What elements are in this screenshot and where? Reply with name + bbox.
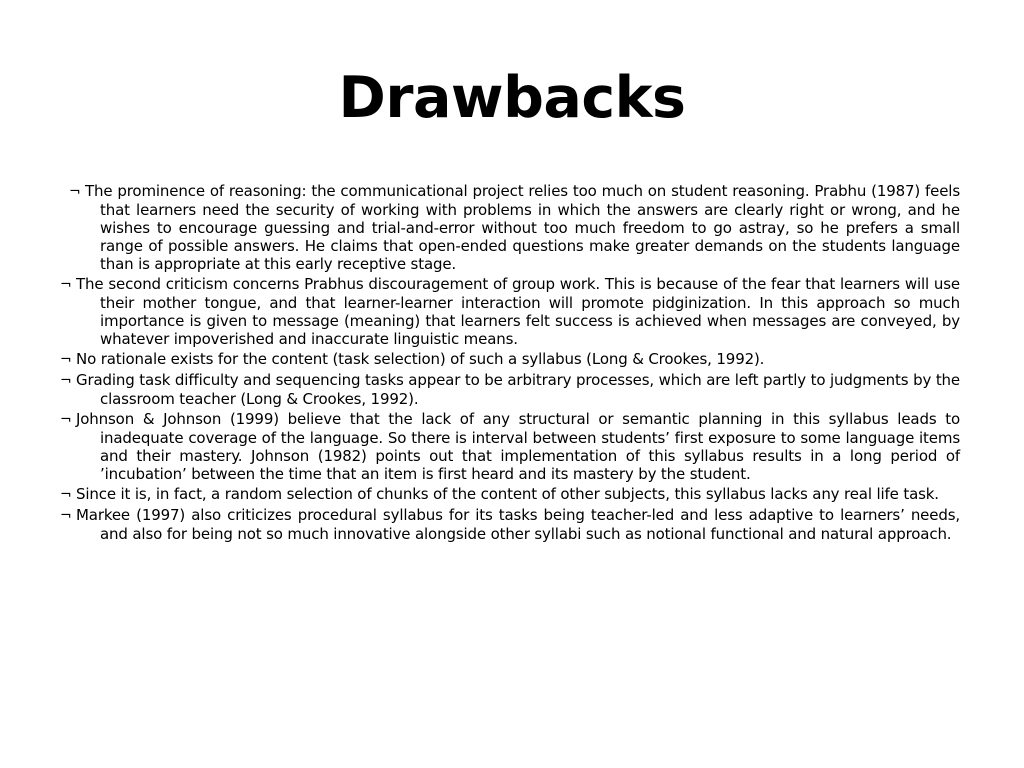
bullet-item <box>60 410 960 483</box>
bullet-item <box>60 350 960 369</box>
bullet-text: Markee (1997) also criticizes procedural syllabus for its tasks being teacher-led and less adaptive to learners’ needs, and also for being not so much innovative alongside other syllabi such as notional functional and natural approach. <box>76 506 960 543</box>
bullet-text: Since it is, in fact, a random selection of chunks of the content of other subjects, this syllabus lacks any real life task. <box>76 485 939 503</box>
slide-title: Drawbacks <box>338 65 686 131</box>
bullet-item <box>60 506 960 543</box>
bullet-text: Grading task difficulty and sequencing tasks appear to be arbitrary processes, which are left partly to judgments by the classroom teacher (Long & Crookes, 1992). <box>76 371 960 408</box>
bullet-marker: ¬ <box>60 373 72 389</box>
bullet-marker: ¬ <box>60 352 72 368</box>
bullet-text: The prominence of reasoning: the communicational project relies too much on student reasoning. Prabhu (1987) feels that learners need the security of working with problems in which the answers are clearly right or wrong, and he wishes to encourage guessing and trial-and-error without too much freedom to go astray, so he prefers a small range of possible answers. He claims that open-ended questions make greater demands on the students language than is appropriate at this early receptive stage. <box>85 182 960 273</box>
bullet-item <box>60 182 960 273</box>
bullet-marker: ¬ <box>69 184 81 200</box>
bullet-text: The second criticism concerns Prabhus discouragement of group work. This is because of the fear that learners will use their mother tongue, and that learner-learner interaction will promote pidginization. In this approach so much importance is given to message (meaning) that learners felt success is achieved when messages are conveyed, by whatever impoverished and inaccurate linguistic means. <box>76 275 960 348</box>
bullet-list <box>60 182 960 545</box>
bullet-text: Johnson & Johnson (1999) believe that the lack of any structural or semantic planning in this syllabus leads to inadequate coverage of the language. So there is interval between students’ first exposure to some language items and their mastery. Johnson (1982) points out that implementation of this syllabus results in a long period of ’incubation’ between the time that an item is first heard and its mastery by the student. <box>76 410 960 483</box>
bullet-marker: ¬ <box>60 277 72 293</box>
bullet-item <box>60 371 960 408</box>
bullet-marker: ¬ <box>60 508 72 524</box>
bullet-marker: ¬ <box>60 487 72 503</box>
bullet-item <box>60 275 960 348</box>
bullet-marker: ¬ <box>60 412 72 428</box>
bullet-text: No rationale exists for the content (task selection) of such a syllabus (Long & Crookes, 1992). <box>76 350 765 368</box>
bullet-item <box>60 485 960 504</box>
